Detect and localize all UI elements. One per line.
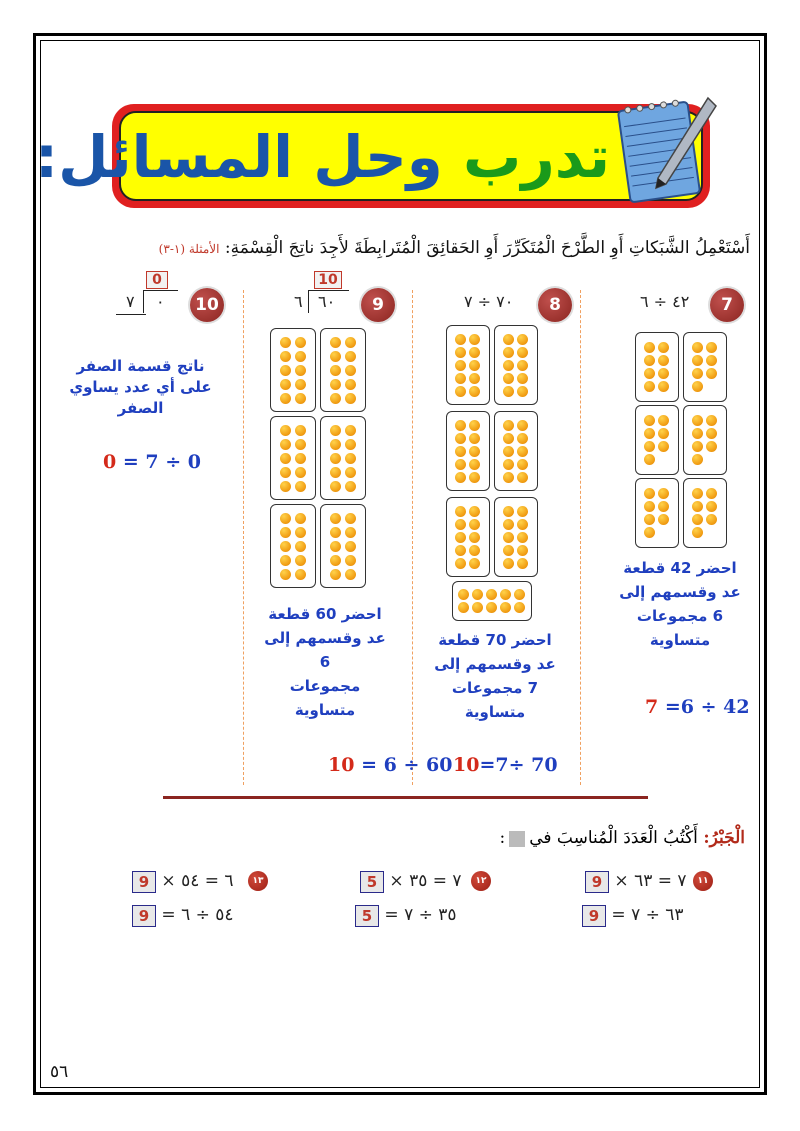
problem-9-dividend: ٦٠ bbox=[318, 292, 336, 311]
expression-text: = ٦٣ ÷ ٧ bbox=[611, 905, 684, 925]
counter-dot bbox=[706, 488, 717, 499]
counter-dot bbox=[280, 351, 291, 362]
problem-number-9: 9 bbox=[361, 288, 395, 322]
counter-dot bbox=[330, 481, 341, 492]
problem-10-answer: 0 bbox=[103, 451, 117, 473]
counter-dot bbox=[517, 459, 528, 470]
note-line: احضر 42 قطعة bbox=[623, 559, 737, 577]
counter-dot bbox=[658, 501, 669, 512]
counter-dot bbox=[503, 532, 514, 543]
counter-dot bbox=[455, 459, 466, 470]
instruction-reference: الأمثلة (١-٣) bbox=[158, 242, 220, 256]
counter-dot bbox=[472, 589, 483, 600]
counter-dot bbox=[295, 527, 306, 538]
problem-10-note bbox=[48, 354, 233, 420]
counter-dot bbox=[455, 347, 466, 358]
counter-tray bbox=[683, 478, 727, 548]
problem-10-equation bbox=[103, 451, 201, 473]
counter-dot bbox=[280, 467, 291, 478]
note-line: احضر 60 قطعة bbox=[268, 605, 382, 623]
counter-dot bbox=[692, 527, 703, 538]
counter-dot bbox=[280, 439, 291, 450]
counter-dot bbox=[295, 555, 306, 566]
counter-dot bbox=[644, 527, 655, 538]
note-line: ناتج قسمة الصفر bbox=[76, 357, 205, 375]
counter-dot bbox=[330, 351, 341, 362]
counter-dot bbox=[469, 360, 480, 371]
note-line: على أي عدد يساوي bbox=[69, 378, 212, 396]
counter-dot bbox=[517, 519, 528, 530]
problem-9-note bbox=[250, 602, 400, 722]
counter-dot bbox=[330, 425, 341, 436]
notepad-pencil-icon bbox=[610, 92, 722, 210]
counter-dot bbox=[692, 381, 703, 392]
counter-dot bbox=[345, 337, 356, 348]
counter-dot bbox=[330, 467, 341, 478]
counter-dot bbox=[280, 453, 291, 464]
note-line: عد وقسمهم إلى bbox=[619, 583, 741, 601]
counter-dot bbox=[280, 425, 291, 436]
counter-tray bbox=[452, 581, 532, 621]
answer-box: 9 bbox=[585, 871, 609, 893]
problem-9-equation bbox=[328, 754, 452, 776]
counter-dot bbox=[503, 347, 514, 358]
counter-dot bbox=[455, 519, 466, 530]
note-line: 6 bbox=[319, 653, 331, 671]
counter-dot bbox=[517, 386, 528, 397]
counter-dot bbox=[514, 589, 525, 600]
counter-dot bbox=[345, 467, 356, 478]
counter-dot bbox=[295, 453, 306, 464]
counter-dot bbox=[345, 365, 356, 376]
column-divider bbox=[580, 290, 581, 785]
counter-tray bbox=[446, 497, 490, 577]
note-line: متساوية bbox=[294, 701, 356, 719]
counter-dot bbox=[469, 472, 480, 483]
counter-tray bbox=[494, 497, 538, 577]
expression-text: = ٣٥ ÷ ٧ bbox=[384, 905, 457, 925]
counter-dot bbox=[469, 545, 480, 556]
counter-dot bbox=[706, 368, 717, 379]
counter-dot bbox=[345, 393, 356, 404]
counter-tray bbox=[320, 328, 366, 412]
counter-dot bbox=[486, 602, 497, 613]
counter-dot bbox=[517, 420, 528, 431]
counter-dot bbox=[503, 420, 514, 431]
counter-tray bbox=[320, 504, 366, 588]
counter-dot bbox=[330, 393, 341, 404]
problem-8-equation bbox=[453, 754, 558, 776]
counter-dot bbox=[692, 514, 703, 525]
counter-dot bbox=[295, 425, 306, 436]
counter-dot bbox=[280, 513, 291, 524]
counter-dot bbox=[706, 441, 717, 452]
counter-dot bbox=[469, 373, 480, 384]
counter-dot bbox=[295, 439, 306, 450]
problem-10-dividend: ٠ bbox=[156, 292, 165, 311]
counter-dot bbox=[658, 381, 669, 392]
counter-dot bbox=[517, 446, 528, 457]
counter-dot bbox=[503, 558, 514, 569]
counter-dot bbox=[503, 433, 514, 444]
counter-dot bbox=[280, 527, 291, 538]
counter-dot bbox=[692, 342, 703, 353]
counter-dot bbox=[295, 541, 306, 552]
counter-tray-group bbox=[446, 325, 541, 625]
title-part-2: وحل المسائل: bbox=[34, 123, 443, 191]
counter-dot bbox=[455, 446, 466, 457]
blank-square-icon bbox=[509, 831, 525, 847]
answer-box: 5 bbox=[355, 905, 379, 927]
problem-8-note bbox=[420, 628, 570, 724]
counter-dot bbox=[455, 472, 466, 483]
counter-dot bbox=[330, 439, 341, 450]
counter-dot bbox=[345, 379, 356, 390]
counter-dot bbox=[295, 481, 306, 492]
counter-dot bbox=[706, 342, 717, 353]
counter-dot bbox=[503, 545, 514, 556]
counter-dot bbox=[706, 514, 717, 525]
counter-dot bbox=[706, 501, 717, 512]
problem-7-expression-text: =6 ÷ 42 bbox=[658, 696, 750, 718]
answer-box: 5 bbox=[360, 871, 384, 893]
counter-dot bbox=[455, 545, 466, 556]
counter-tray bbox=[635, 332, 679, 402]
problem-8-answer: 10 bbox=[453, 754, 480, 776]
counter-dot bbox=[503, 334, 514, 345]
counter-dot bbox=[330, 569, 341, 580]
counter-dot bbox=[280, 569, 291, 580]
counter-tray bbox=[635, 478, 679, 548]
problem-12-line-1 bbox=[360, 869, 462, 893]
counter-dot bbox=[345, 351, 356, 362]
counter-dot bbox=[517, 433, 528, 444]
counter-dot bbox=[330, 365, 341, 376]
note-line: 7 مجموعات bbox=[451, 679, 539, 697]
counter-tray-group bbox=[270, 328, 370, 588]
counter-dot bbox=[330, 541, 341, 552]
counter-dot bbox=[469, 433, 480, 444]
problem-9-divisor: ٦ bbox=[294, 292, 303, 311]
note-line: احضر 70 قطعة bbox=[438, 631, 552, 649]
problem-10-divisor: ٧ bbox=[126, 292, 135, 311]
counter-dot bbox=[517, 334, 528, 345]
counter-dot bbox=[658, 415, 669, 426]
counter-dot bbox=[280, 541, 291, 552]
answer-box: 9 bbox=[132, 905, 156, 927]
counter-dot bbox=[330, 513, 341, 524]
problem-7-expression: ٤٢ ÷ ٦ bbox=[640, 292, 690, 311]
counter-tray bbox=[446, 325, 490, 405]
counter-dot bbox=[295, 467, 306, 478]
counter-dot bbox=[644, 454, 655, 465]
counter-dot bbox=[517, 472, 528, 483]
page-title bbox=[34, 112, 610, 202]
counter-dot bbox=[644, 441, 655, 452]
problem-number-13: ١٣ bbox=[248, 871, 268, 891]
counter-dot bbox=[658, 441, 669, 452]
counter-dot bbox=[330, 555, 341, 566]
problem-11-line-1 bbox=[585, 869, 687, 893]
counter-dot bbox=[517, 558, 528, 569]
counter-tray bbox=[494, 411, 538, 491]
note-line: عد وقسمهم إلى bbox=[434, 655, 556, 673]
counter-dot bbox=[503, 506, 514, 517]
problem-9-answer: 10 bbox=[328, 754, 355, 776]
counter-dot bbox=[280, 393, 291, 404]
counter-dot bbox=[295, 337, 306, 348]
note-line: 6 مجموعات bbox=[636, 607, 724, 625]
problem-10-expression-text: = 7 ÷ 0 bbox=[116, 451, 201, 473]
counter-dot bbox=[486, 589, 497, 600]
counter-dot bbox=[706, 415, 717, 426]
instruction-text: أَسْتَعْمِلُ الشَّبَكاتِ أَوِ الطَّرْحَ الْمُتَكَرِّرَ أَوِ الحَقائِقَ الْمُتَرابِطَةَ لأَجِدَ ناتِجَ الْقِسْمَةِ: bbox=[224, 238, 750, 258]
expression-text: × ٧ = ٦٣ bbox=[614, 871, 687, 891]
counter-dot bbox=[472, 602, 483, 613]
counter-dot bbox=[644, 342, 655, 353]
column-divider bbox=[412, 290, 413, 785]
division-underline bbox=[116, 314, 146, 315]
problem-7-note bbox=[605, 556, 755, 652]
counter-dot bbox=[658, 488, 669, 499]
counter-dot bbox=[644, 501, 655, 512]
counter-dot bbox=[455, 386, 466, 397]
counter-tray bbox=[270, 328, 316, 412]
counter-dot bbox=[330, 379, 341, 390]
counter-dot bbox=[692, 501, 703, 512]
counter-dot bbox=[658, 342, 669, 353]
counter-dot bbox=[658, 428, 669, 439]
algebra-label: الْجَبْرُ: bbox=[703, 828, 745, 848]
counter-dot bbox=[644, 428, 655, 439]
expression-text: × ٦ = ٥٤ bbox=[161, 871, 234, 891]
counter-dot bbox=[517, 532, 528, 543]
counter-dot bbox=[280, 337, 291, 348]
counter-dot bbox=[644, 368, 655, 379]
counter-dot bbox=[280, 555, 291, 566]
counter-dot bbox=[295, 379, 306, 390]
expression-text: = ٥٤ ÷ ٦ bbox=[161, 905, 234, 925]
counter-dot bbox=[692, 428, 703, 439]
counter-tray bbox=[635, 405, 679, 475]
expression-text: × ٧ = ٣٥ bbox=[389, 871, 462, 891]
problem-10-answer-box: 0 bbox=[146, 271, 168, 289]
counter-tray bbox=[446, 411, 490, 491]
counter-dot bbox=[455, 420, 466, 431]
counter-dot bbox=[345, 555, 356, 566]
problem-12-line-2 bbox=[355, 903, 457, 927]
problem-9-expression-text: = 6 ÷ 60 bbox=[354, 754, 453, 776]
counter-dot bbox=[692, 488, 703, 499]
counter-dot bbox=[330, 527, 341, 538]
column-divider bbox=[243, 290, 244, 785]
counter-dot bbox=[469, 420, 480, 431]
counter-dot bbox=[455, 532, 466, 543]
problem-9-answer-box: 10 bbox=[314, 271, 342, 289]
counter-tray bbox=[270, 504, 316, 588]
counter-dot bbox=[455, 558, 466, 569]
counter-tray-group bbox=[635, 332, 730, 548]
counter-dot bbox=[692, 415, 703, 426]
counter-dot bbox=[503, 373, 514, 384]
problem-7-equation bbox=[645, 696, 750, 718]
note-line: عد وقسمهم إلى bbox=[264, 629, 386, 647]
counter-dot bbox=[500, 602, 511, 613]
counter-dot bbox=[469, 459, 480, 470]
counter-dot bbox=[330, 453, 341, 464]
counter-dot bbox=[469, 386, 480, 397]
counter-dot bbox=[280, 365, 291, 376]
counter-dot bbox=[503, 360, 514, 371]
answer-box: 9 bbox=[582, 905, 606, 927]
counter-dot bbox=[706, 355, 717, 366]
counter-dot bbox=[500, 589, 511, 600]
counter-dot bbox=[644, 381, 655, 392]
problem-11-line-2 bbox=[582, 903, 684, 927]
counter-dot bbox=[469, 334, 480, 345]
counter-dot bbox=[345, 481, 356, 492]
counter-tray bbox=[494, 325, 538, 405]
counter-dot bbox=[280, 379, 291, 390]
counter-dot bbox=[469, 506, 480, 517]
counter-dot bbox=[295, 351, 306, 362]
section-divider bbox=[163, 796, 648, 799]
algebra-colon: : bbox=[499, 828, 506, 848]
instruction bbox=[60, 238, 750, 258]
counter-dot bbox=[469, 558, 480, 569]
counter-dot bbox=[469, 532, 480, 543]
counter-dot bbox=[517, 373, 528, 384]
counter-dot bbox=[469, 519, 480, 530]
counter-dot bbox=[503, 459, 514, 470]
answer-box: 9 bbox=[132, 871, 156, 893]
counter-dot bbox=[280, 481, 291, 492]
note-line: متساوية bbox=[464, 703, 526, 721]
counter-dot bbox=[706, 428, 717, 439]
counter-dot bbox=[295, 569, 306, 580]
counter-dot bbox=[517, 545, 528, 556]
problem-number-11: ١١ bbox=[693, 871, 713, 891]
counter-dot bbox=[345, 527, 356, 538]
counter-tray bbox=[270, 416, 316, 500]
problem-13-line-1 bbox=[132, 869, 234, 893]
counter-dot bbox=[295, 513, 306, 524]
problem-number-10: 10 bbox=[190, 288, 224, 322]
counter-dot bbox=[644, 514, 655, 525]
counter-dot bbox=[345, 439, 356, 450]
counter-tray bbox=[320, 416, 366, 500]
counter-dot bbox=[658, 368, 669, 379]
counter-dot bbox=[295, 393, 306, 404]
counter-dot bbox=[330, 337, 341, 348]
problem-number-12: ١٢ bbox=[471, 871, 491, 891]
counter-dot bbox=[455, 506, 466, 517]
algebra-instruction: أَكْتُبُ الْعَدَدَ الْمُناسِبَ في bbox=[529, 828, 698, 848]
counter-dot bbox=[345, 541, 356, 552]
counter-dot bbox=[514, 602, 525, 613]
counter-dot bbox=[658, 355, 669, 366]
counter-dot bbox=[692, 454, 703, 465]
problem-8-expression: ٧٠ ÷ ٧ bbox=[464, 292, 514, 311]
counter-dot bbox=[469, 446, 480, 457]
counter-dot bbox=[517, 506, 528, 517]
note-line: متساوية bbox=[649, 631, 711, 649]
problem-8-expression-text: =7÷ 70 bbox=[479, 754, 558, 776]
counter-dot bbox=[455, 334, 466, 345]
counter-dot bbox=[644, 415, 655, 426]
counter-dot bbox=[455, 360, 466, 371]
counter-dot bbox=[345, 425, 356, 436]
note-line: مجموعات bbox=[289, 677, 361, 695]
problem-number-8: 8 bbox=[538, 288, 572, 322]
counter-dot bbox=[503, 386, 514, 397]
problem-7-answer: 7 bbox=[645, 696, 659, 718]
counter-dot bbox=[503, 519, 514, 530]
counter-tray bbox=[683, 332, 727, 402]
title-part-1: تدرب bbox=[463, 123, 610, 191]
counter-dot bbox=[644, 488, 655, 499]
problem-number-7: 7 bbox=[710, 288, 744, 322]
counter-dot bbox=[455, 433, 466, 444]
page-number: ٥٦ bbox=[50, 1062, 69, 1082]
counter-dot bbox=[458, 589, 469, 600]
counter-dot bbox=[658, 514, 669, 525]
counter-dot bbox=[455, 373, 466, 384]
counter-dot bbox=[345, 513, 356, 524]
counter-dot bbox=[517, 360, 528, 371]
counter-dot bbox=[517, 347, 528, 358]
counter-dot bbox=[503, 472, 514, 483]
counter-dot bbox=[295, 365, 306, 376]
counter-dot bbox=[345, 453, 356, 464]
note-line: الصفر bbox=[117, 399, 164, 417]
counter-dot bbox=[692, 368, 703, 379]
algebra-heading bbox=[420, 828, 745, 848]
counter-dot bbox=[692, 441, 703, 452]
counter-dot bbox=[503, 446, 514, 457]
counter-dot bbox=[644, 355, 655, 366]
problem-13-line-2 bbox=[132, 903, 234, 927]
counter-dot bbox=[469, 347, 480, 358]
counter-tray bbox=[683, 405, 727, 475]
counter-dot bbox=[345, 569, 356, 580]
counter-dot bbox=[692, 355, 703, 366]
counter-dot bbox=[458, 602, 469, 613]
